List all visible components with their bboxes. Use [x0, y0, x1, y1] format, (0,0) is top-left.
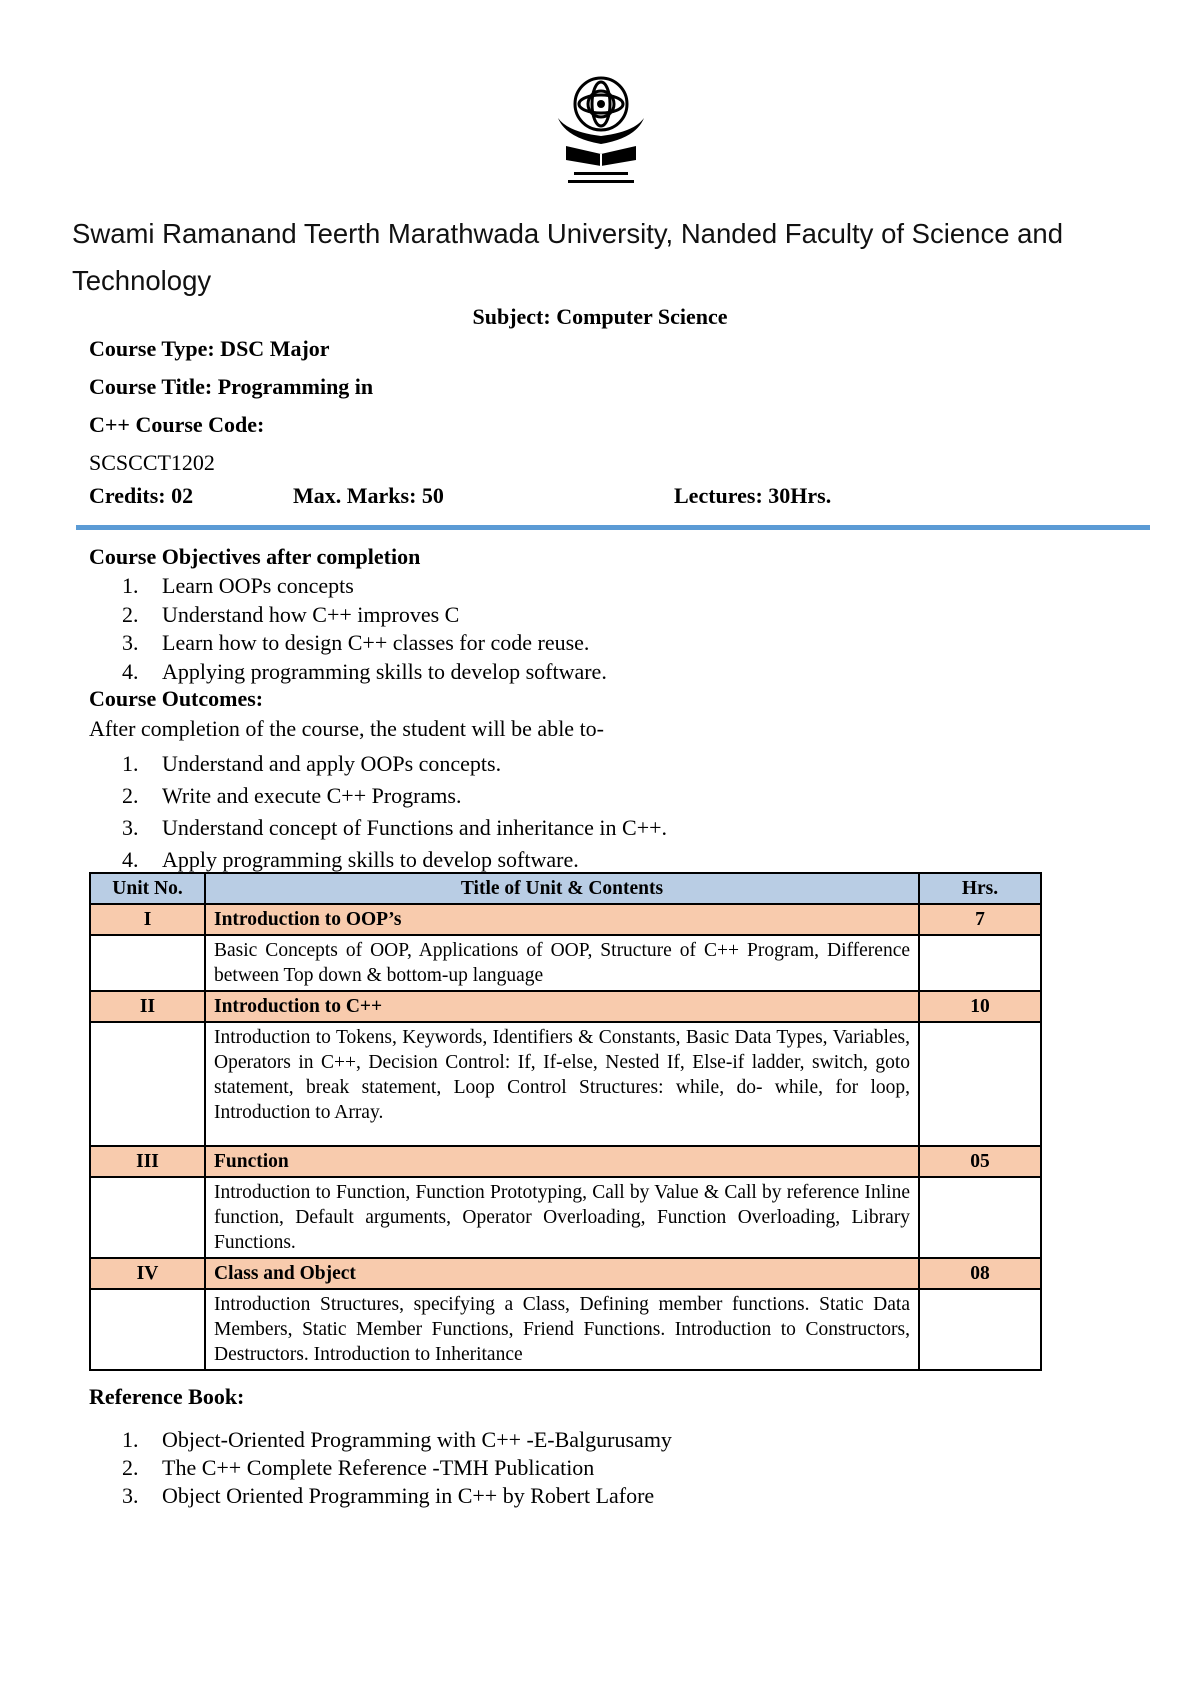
table-row	[90, 1258, 1041, 1289]
units-table	[89, 872, 1042, 1371]
empty-cell	[90, 935, 205, 991]
table-row	[90, 1289, 1041, 1370]
lectures: Lectures: 30Hrs.	[674, 483, 832, 508]
max-marks: Max. Marks: 50	[293, 483, 444, 508]
course-type: Course Type: DSC Major	[89, 336, 330, 361]
list-item: 4. Applying programming skills to develop software.	[122, 658, 607, 684]
unit-hours: 7	[919, 904, 1041, 935]
list-item: 1. Object-Oriented Programming with C++ -E-Balgurusamy	[122, 1427, 672, 1452]
unit-contents: Introduction to Tokens, Keywords, Identifiers & Constants, Basic Data Types, Variables, Operators in C++, Decision Control: If, If-else, Nested If, Else-if ladder, switch, goto statement, break statement, Loop Control Structures: while, do- while, for loop, Introduction to Array.	[205, 1022, 919, 1146]
empty-cell	[919, 1022, 1041, 1146]
outcomes-heading: Course Outcomes:	[89, 686, 264, 711]
unit-title: Introduction to OOP’s	[205, 904, 919, 935]
table-row	[90, 1146, 1041, 1177]
table-header-row	[90, 873, 1041, 904]
empty-cell	[90, 1289, 205, 1370]
table-row	[90, 1022, 1041, 1146]
empty-cell	[919, 1289, 1041, 1370]
unit-contents: Introduction Structures, specifying a Class, Defining member functions. Static Data Members, Static Member Functions, Friend Functions. Introduction to Constructors, Destructors. Introduction to Inheritance	[205, 1289, 919, 1370]
list-item: 3. Object Oriented Programming in C++ by Robert Lafore	[122, 1483, 655, 1508]
header-unit-no: Unit No.	[90, 873, 205, 904]
list-item: 3. Understand concept of Functions and inheritance in C++.	[122, 815, 668, 840]
table-row	[90, 1177, 1041, 1258]
list-item: 2. The C++ Complete Reference -TMH Publication	[122, 1455, 595, 1480]
unit-number: II	[90, 991, 205, 1022]
unit-number: I	[90, 904, 205, 935]
unit-hours: 08	[919, 1258, 1041, 1289]
empty-cell	[90, 1177, 205, 1258]
objectives-heading: Course Objectives after completion	[89, 544, 421, 569]
outcomes-intro: After completion of the course, the student will be able to-	[89, 716, 605, 741]
list-item: 3. Learn how to design C++ classes for code reuse.	[122, 630, 590, 655]
section-divider	[76, 525, 1150, 530]
table-row	[90, 935, 1041, 991]
outcomes-list	[122, 748, 667, 876]
credits-row	[0, 483, 1200, 513]
unit-hours: 10	[919, 991, 1041, 1022]
unit-contents: Introduction to Function, Function Prototyping, Call by Value & Call by reference Inline function, Default arguments, Operator Overloading, Function Overloading, Library Functions.	[205, 1177, 919, 1258]
empty-cell	[919, 1177, 1041, 1258]
header-hrs: Hrs.	[919, 873, 1041, 904]
unit-contents: Basic Concepts of OOP, Applications of OOP, Structure of C++ Program, Difference between Top down & bottom-up language	[205, 935, 919, 991]
credits: Credits: 02	[89, 483, 194, 508]
list-item: 1. Understand and apply OOPs concepts.	[122, 751, 502, 776]
course-code-label: C++ Course Code:	[89, 412, 265, 437]
university-logo	[546, 66, 656, 191]
list-item: 1. Learn OOPs concepts	[122, 573, 354, 598]
course-code: SCSCCT1202	[89, 450, 215, 475]
empty-cell	[90, 1022, 205, 1146]
header-title: Title of Unit & Contents	[205, 873, 919, 904]
unit-hours: 05	[919, 1146, 1041, 1177]
list-item: 4. Apply programming skills to develop software.	[122, 847, 579, 872]
references-list	[122, 1426, 672, 1510]
unit-title: Class and Object	[205, 1258, 919, 1289]
objectives-list	[122, 572, 607, 686]
table-row	[90, 904, 1041, 935]
unit-title: Introduction to C++	[205, 991, 919, 1022]
references-heading: Reference Book:	[89, 1384, 245, 1409]
list-item: 2. Write and execute C++ Programs.	[122, 783, 462, 808]
list-item: 2. Understand how C++ improves C	[122, 601, 460, 627]
university-title: Swami Ramanand Teerth Marathwada University, Nanded Faculty of Science and Technology	[72, 218, 1064, 296]
empty-cell	[919, 935, 1041, 991]
unit-number: III	[90, 1146, 205, 1177]
unit-number: IV	[90, 1258, 205, 1289]
table-row	[90, 991, 1041, 1022]
unit-title: Function	[205, 1146, 919, 1177]
course-title: Course Title: Programming in	[89, 374, 374, 399]
subject-line: Subject: Computer Science	[472, 304, 728, 329]
